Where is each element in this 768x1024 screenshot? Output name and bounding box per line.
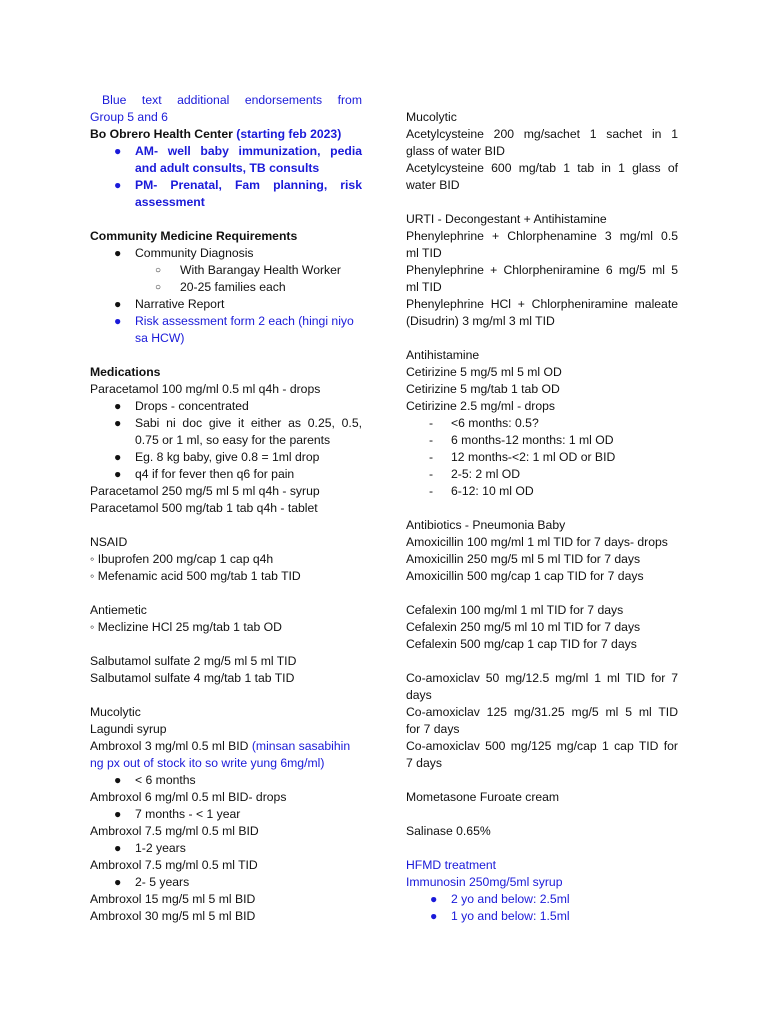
ambroxol-7-5mg-tid: Ambroxol 7.5 mg/ml 0.5 ml TID <box>90 858 258 872</box>
lagundi-syrup: Lagundi syrup <box>90 722 167 736</box>
paracetamol-syrup: Paracetamol 250 mg/5 ml 5 ml q4h - syrup <box>90 484 320 498</box>
hfmd-heading: HFMD treatment <box>406 858 497 872</box>
right-column <box>406 109 678 925</box>
urti-heading: URTI - Decongestant + Antihistamine <box>406 212 607 226</box>
bullet-marker: ● <box>430 909 438 923</box>
cetirizine-dose-3 <box>406 449 678 466</box>
am-label: AM <box>135 144 154 158</box>
cm-item-risk-assessment <box>90 313 362 330</box>
nsaid-heading: NSAID <box>90 535 128 549</box>
dose-text: 1 yo and below: 1.5ml <box>451 909 570 923</box>
community-medicine-heading: Community Medicine Requirements <box>90 229 298 243</box>
urti-3-line-1: Phenylephrine HCl + Chlorpheniramine maleate <box>406 297 678 311</box>
note-text: Drops - concentrated <box>135 399 249 413</box>
antiemetic-meclizine: ◦ Meclizine HCl 25 mg/tab 1 tab OD <box>90 620 282 634</box>
paracetamol-note-3 <box>90 449 362 466</box>
coamoxiclav-1-line-1: Co-amoxiclav 50 mg/12.5 mg/ml 1 ml TID for 7 <box>406 671 678 685</box>
bullet-marker: ● <box>114 314 122 328</box>
acetylcysteine-600-line-2: water BID <box>406 178 460 192</box>
salinase: Salinase 0.65% <box>406 824 491 838</box>
urti-1-line-2: ml TID <box>406 246 442 260</box>
nsaid-mefenamic: ◦ Mefenamic acid 500 mg/tab 1 tab TID <box>90 569 301 583</box>
cetirizine-tablet: Cetirizine 5 mg/tab 1 tab OD <box>406 382 560 396</box>
health-center-title <box>90 126 362 143</box>
acetylcysteine-200-line-2: glass of water BID <box>406 144 505 158</box>
paracetamol-note-2 <box>90 415 362 432</box>
age-text: 7 months - < 1 year <box>135 807 241 821</box>
coamoxiclav-1-line-2: days <box>406 688 432 702</box>
bullet-marker: ● <box>114 875 122 889</box>
ambroxol-30mg: Ambroxol 30 mg/5 ml 5 ml BID <box>90 909 256 923</box>
mometasone-cream: Mometasone Furoate cream <box>406 790 560 804</box>
ambroxol-note-a: (minsan sasabihin <box>251 739 351 753</box>
bullet-marker: ● <box>114 467 122 481</box>
dash-marker: - <box>429 416 434 430</box>
cm-sub-2: 20-25 families each <box>180 280 286 294</box>
age-text: < 6 months <box>135 773 196 787</box>
dash-marker: - <box>429 484 434 498</box>
age-text: 1-2 years <box>135 841 186 855</box>
cefalexin-syrup: Cefalexin 250 mg/5 ml 10 ml TID for 7 days <box>406 620 641 634</box>
bullet-marker: ● <box>114 144 122 158</box>
coamoxiclav-2-line-2: for 7 days <box>406 722 460 736</box>
cm-item-community-diagnosis <box>90 245 362 262</box>
mucolytic-heading-left: Mucolytic <box>90 705 141 719</box>
ambroxol-3mg <box>90 738 362 755</box>
circle-marker: ○ <box>155 265 162 276</box>
cm-item-3-line-2: sa HCW) <box>135 331 185 345</box>
dash-marker: - <box>429 433 434 447</box>
pm-bullet <box>90 177 362 194</box>
salbutamol-tablet: Salbutamol sulfate 4 mg/tab 1 tab TID <box>90 671 295 685</box>
bullet-marker: ● <box>430 892 438 906</box>
cm-item-2: Narrative Report <box>135 297 225 311</box>
immunosin-dose-2 <box>406 908 678 925</box>
paracetamol-note-1 <box>90 398 362 415</box>
ambroxol-3mg-text: Ambroxol 3 mg/ml 0.5 ml BID <box>90 739 249 753</box>
cetirizine-dose-4 <box>406 466 678 483</box>
blue-note-line-1: Blue text additional endorsements from <box>102 93 362 107</box>
cetirizine-dose-2 <box>406 432 678 449</box>
coamoxiclav-3-line-2: 7 days <box>406 756 442 770</box>
cm-item-3-line-1: Risk assessment form 2 each (hingi niyo <box>135 314 354 328</box>
am-text-1: - well baby immunization, pedia <box>153 144 362 158</box>
bullet-marker: ● <box>114 416 122 430</box>
immunosin-dose-1 <box>406 891 678 908</box>
health-center-start: (starting feb 2023) <box>236 127 342 141</box>
cetirizine-dose-5 <box>406 483 678 500</box>
left-column <box>90 92 362 925</box>
dose-text: 6-12: 10 ml OD <box>451 484 534 498</box>
ambroxol-age-2 <box>90 806 362 823</box>
amoxicillin-capsule: Amoxicillin 500 mg/cap 1 cap TID for 7 days <box>406 569 644 583</box>
dose-text: <6 months: 0.5? <box>451 416 539 430</box>
ambroxol-age-3 <box>90 840 362 857</box>
cm-sub-1: With Barangay Health Worker <box>180 263 341 277</box>
paracetamol-drops: Paracetamol 100 mg/ml 0.5 ml q4h - drops <box>90 382 321 396</box>
cm-subitem-families <box>90 279 362 296</box>
dose-text: 2-5: 2 ml OD <box>451 467 521 481</box>
urti-2-line-2: ml TID <box>406 280 442 294</box>
paracetamol-tablet: Paracetamol 500 mg/tab 1 tab q4h - tablet <box>90 501 318 515</box>
immunosin-syrup: Immunosin 250mg/5ml syrup <box>406 875 563 889</box>
circle-marker: ○ <box>155 282 162 293</box>
cetirizine-syrup: Cetirizine 5 mg/5 ml 5 ml OD <box>406 365 562 379</box>
salbutamol-syrup: Salbutamol sulfate 2 mg/5 ml 5 ml TID <box>90 654 297 668</box>
pm-label: PM <box>135 178 154 192</box>
bullet-marker: ● <box>114 178 122 192</box>
bullet-marker: ● <box>114 246 122 260</box>
cetirizine-drops: Cetirizine 2.5 mg/ml - drops <box>406 399 556 413</box>
note-text: q4 if for fever then q6 for pain <box>135 467 295 481</box>
dash-marker: - <box>429 450 434 464</box>
dose-text: 6 months-12 months: 1 ml OD <box>451 433 614 447</box>
pm-text-2: assessment <box>135 195 205 209</box>
bullet-marker: ● <box>114 773 122 787</box>
cm-subitem-bhw <box>90 262 362 279</box>
urti-3-line-2: (Disudrin) 3 mg/ml 3 ml TID <box>406 314 555 328</box>
antibiotics-heading: Antibiotics - Pneumonia Baby <box>406 518 566 532</box>
bullet-marker: ● <box>114 450 122 464</box>
dash-marker: - <box>429 467 434 481</box>
acetylcysteine-600-line-1: Acetylcysteine 600 mg/tab 1 tab in 1 glass of <box>406 161 678 175</box>
amoxicillin-syrup: Amoxicillin 250 mg/5 ml 5 ml TID for 7 days <box>406 552 641 566</box>
antihistamine-heading: Antihistamine <box>406 348 480 362</box>
paracetamol-note-2-cont: 0.75 or 1 ml, so easy for the parents <box>135 433 331 447</box>
cefalexin-capsule: Cefalexin 500 mg/cap 1 cap TID for 7 days <box>406 637 637 651</box>
cm-item-1: Community Diagnosis <box>135 246 254 260</box>
bullet-marker: ● <box>114 807 122 821</box>
cm-item-narrative <box>90 296 362 313</box>
bullet-marker: ● <box>114 297 122 311</box>
coamoxiclav-2-line-1: Co-amoxiclav 125 mg/31.25 mg/5 ml 5 ml TID <box>406 705 678 719</box>
ambroxol-7-5mg-bid: Ambroxol 7.5 mg/ml 0.5 ml BID <box>90 824 259 838</box>
note-text: Eg. 8 kg baby, give 0.8 = 1ml drop <box>135 450 320 464</box>
am-text-2: and adult consults, TB consults <box>135 161 320 175</box>
urti-2-line-1: Phenylephrine + Chlorpheniramine 6 mg/5 ml 5 <box>406 263 678 277</box>
acetylcysteine-200-line-1: Acetylcysteine 200 mg/sachet 1 sachet in 1 <box>406 127 678 141</box>
mucolytic-heading-right: Mucolytic <box>406 110 457 124</box>
urti-1-line-1: Phenylephrine + Chlorphenamine 3 mg/ml 0.5 <box>406 229 678 243</box>
health-center-name: Bo Obrero Health Center <box>90 127 233 141</box>
coamoxiclav-3-line-1: Co-amoxiclav 500 mg/125 mg/cap 1 cap TID for <box>406 739 678 753</box>
ambroxol-age-4 <box>90 874 362 891</box>
am-bullet <box>90 143 362 160</box>
cetirizine-dose-1 <box>406 415 678 432</box>
antiemetic-heading: Antiemetic <box>90 603 147 617</box>
dose-text: 12 months-<2: 1 ml OD or BID <box>451 450 616 464</box>
amoxicillin-drops: Amoxicillin 100 mg/ml 1 ml TID for 7 days- drops <box>406 535 668 549</box>
cefalexin-drops: Cefalexin 100 mg/ml 1 ml TID for 7 days <box>406 603 624 617</box>
ambroxol-note-b: ng px out of stock ito so write yung 6mg/ml) <box>90 756 325 770</box>
age-text: 2- 5 years <box>135 875 190 889</box>
ambroxol-15mg: Ambroxol 15 mg/5 ml 5 ml BID <box>90 892 256 906</box>
dose-text: 2 yo and below: 2.5ml <box>451 892 570 906</box>
blue-note-line-2: Group 5 and 6 <box>90 110 168 124</box>
bullet-marker: ● <box>114 841 122 855</box>
paracetamol-note-4 <box>90 466 362 483</box>
ambroxol-age-1 <box>90 772 362 789</box>
ambroxol-6mg: Ambroxol 6 mg/ml 0.5 ml BID- drops <box>90 790 287 804</box>
note-text: Sabi ni doc give it either as 0.25, 0.5, <box>135 416 362 430</box>
medications-heading: Medications <box>90 365 161 379</box>
nsaid-ibuprofen: ◦ Ibuprofen 200 mg/cap 1 cap q4h <box>90 552 274 566</box>
bullet-marker: ● <box>114 399 122 413</box>
pm-text-1: - Prenatal, Fam planning, risk <box>153 178 362 192</box>
